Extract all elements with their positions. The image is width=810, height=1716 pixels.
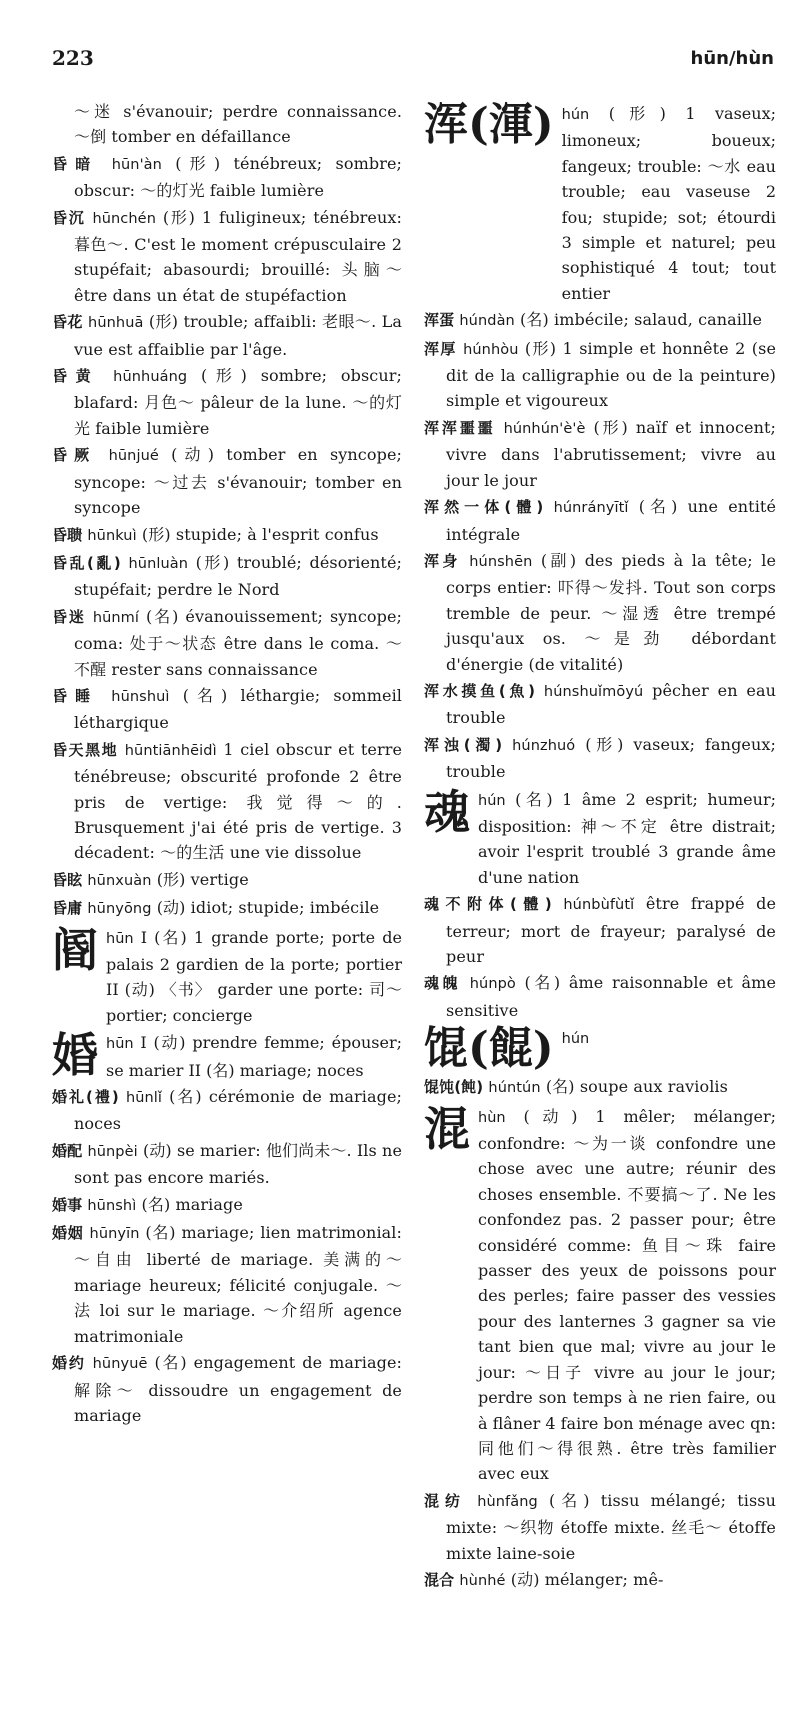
headword: 浑水摸鱼(魚) (424, 681, 536, 700)
pinyin: húnshuǐmōyú (543, 683, 644, 700)
dictionary-entry (424, 732, 776, 785)
pinyin: hūnkuì (87, 527, 137, 544)
pinyin: hūnluàn (128, 555, 189, 572)
headword: 混纺 (424, 1491, 467, 1510)
main-entry-body (478, 787, 776, 891)
main-character: 混 (424, 1101, 470, 1156)
definition-text: (形) sombre; obscur; blafard: 月色～ pâleur de la lune. ～的灯光 faible lumière (74, 366, 403, 438)
definition-text: (形) vertige (156, 869, 249, 889)
definition-text: (名) soupe aux raviolis (545, 1077, 728, 1097)
dictionary-entry (52, 1192, 402, 1219)
pinyin: hūnyuē (92, 1356, 148, 1373)
dictionary-entry (52, 309, 402, 362)
headword: 婚配 (52, 1141, 83, 1160)
page-number: 223 (52, 46, 94, 70)
main-character-entry (52, 1030, 402, 1083)
definition-text: 1 ciel obscur et terre ténébreuse; obscurité profonde 2 être pris de vertige: 我觉得～的. Brusquement j'ai été pris de vertige. 3 décadent: ～的生活 une vie dissolue (74, 739, 403, 863)
pinyin: hūnyōng (87, 901, 152, 918)
pinyin: hūnshì (87, 1197, 137, 1214)
dictionary-entry (52, 151, 402, 204)
headword: 浑浑噩噩 (424, 418, 496, 437)
definition-text: (形) naïf et innocent; vivre dans l'abrutissement; vivre au jour le jour (446, 417, 777, 490)
pinyin: hūn (106, 1036, 134, 1053)
definition-text: (动) idiot; stupide; imbécile (156, 898, 380, 918)
headword: 浑浊(濁) (424, 735, 503, 754)
definition-text: (动) tomber en syncope; syncope: ～过去 s'évanouir; tomber en syncope (74, 445, 403, 518)
pinyin: húnbùfùtǐ (563, 897, 635, 914)
headword: 昏黄 (52, 367, 100, 386)
definition-text: (名) mariage (141, 1194, 243, 1214)
pinyin: húnshēn (469, 553, 533, 570)
definition-text: (动) mélanger; mê- (510, 1569, 664, 1589)
dictionary-entry (52, 363, 402, 441)
headword: 昏睡 (52, 686, 99, 705)
definition-text: (形) 1 simple et honnête 2 (se dit de la calligraphie ou de la peinture) simple et vigoureux (446, 338, 777, 411)
definition-text: (形) 1 vaseux; limoneux; boueux; fangeux; trouble: ～水 eau trouble; eau vaseuse 2 fou; stupide; sot; étourdi 3 simple et naturel; peu sophistiqué 4 tout; tout entier (561, 104, 776, 303)
headword: 昏厥 (52, 446, 97, 465)
pinyin: húntún (488, 1080, 541, 1097)
dictionary-entry (424, 548, 776, 677)
dictionary-entry (424, 1488, 776, 1566)
definition-text: (名) léthargie; sommeil léthargique (74, 685, 403, 733)
pinyin: hūnlǐ (125, 1090, 163, 1107)
definition-text: (形) ténébreux; sombre; obscur: ～的灯光 faible lumière (74, 153, 403, 201)
dictionary-entry (52, 205, 402, 309)
headword: 昏花 (52, 313, 83, 332)
dictionary-entry (52, 1084, 402, 1137)
pinyin: hūn'àn (111, 156, 162, 173)
pinyin: húnpò (469, 976, 516, 993)
definition-text: (名) mariage; lien matrimonial: ～自由 liberté de mariage. 美满的～ mariage heureux; félicité conjugale. ～法 loi sur le mariage. ～介绍所 agence matrimoniale (74, 1223, 403, 1346)
pinyin: húnhún'è'è (503, 420, 586, 437)
main-entry-body (106, 925, 402, 1029)
pinyin: hùnfǎng (477, 1493, 538, 1510)
right-column (424, 99, 776, 1595)
definition-text: (形) stupide; à l'esprit confus (141, 524, 379, 544)
dictionary-entry (52, 604, 402, 682)
pinyin: hūnshuì (111, 688, 170, 705)
main-character-entry (424, 1101, 776, 1487)
dictionary-entry (424, 1074, 776, 1101)
headword: 魂不附体(體) (424, 895, 552, 914)
definition-text: (形) 1 fuligineux; ténébreux: 暮色～. C'est le moment crépusculaire 2 stupéfait; abasourdi; brouillé: 头脑～ être dans un état de stupéfaction (74, 207, 403, 305)
main-character-entry (424, 1025, 776, 1073)
definition-text: (名) cérémonie de mariage; noces (74, 1087, 403, 1134)
definition-text: (形) vaseux; fangeux; trouble (446, 734, 777, 782)
dictionary-entry (424, 678, 776, 731)
pinyin: hún (561, 1031, 590, 1048)
pinyin: hūnchén (92, 210, 156, 227)
definition-text: (副) des pieds à la tête; le corps entier: 吓得～发抖. Tout son corps tremble de peur. ～湿透 être trempé jusqu'aux os. ～是劲 débordant d'énergie (de vitalité) (446, 550, 777, 674)
dictionary-entry (52, 895, 402, 922)
guide-word: hūn/hùn (690, 48, 774, 69)
pinyin: hūnhuā (88, 315, 144, 332)
definition-text: (名) engagement de mariage: 解除～ dissoudre un engagement de mariage (74, 1353, 403, 1425)
definition-text: être frappé de terreur; mort de frayeur; paralysé de peur (446, 894, 777, 966)
main-character: 魂 (424, 784, 470, 839)
main-character-entry (424, 784, 776, 891)
left-column (52, 99, 402, 1429)
pinyin: hūnxuàn (87, 872, 152, 889)
definition-text: (动) se marier: 他们尚未～. Ils ne sont pas encore mariés. (74, 1140, 403, 1188)
dictionary-entry (424, 336, 776, 414)
headword: 魂魄 (424, 974, 462, 993)
pinyin: hūnpèi (87, 1143, 138, 1160)
definition-text: I (名) 1 grande porte; porte de palais 2 gardien de la porte; portier II (动) 〈书〉 garder une porte: 司～ portier; concierge (106, 927, 402, 1025)
pinyin: hūnhuáng (113, 369, 188, 386)
headword: 昏乱(亂) (52, 553, 121, 572)
main-entry-body (562, 101, 776, 306)
main-character-entry (52, 922, 402, 1029)
headword: 馄饨(飩) (424, 1078, 484, 1097)
dictionary-entry (52, 867, 402, 894)
dictionary-entry (424, 970, 776, 1023)
pinyin: hūn (106, 930, 134, 947)
dictionary-entry (52, 550, 402, 603)
headword: 混合 (424, 1570, 455, 1589)
headword: 昏天黑地 (52, 740, 119, 759)
pinyin: húnrányītǐ (553, 500, 629, 517)
definition-text: (名) imbécile; salaud, canaille (520, 310, 763, 330)
dictionary-entry (424, 891, 776, 969)
dictionary-entry (52, 1220, 402, 1349)
main-entry-body (106, 1030, 402, 1083)
dictionary-entry (424, 415, 776, 493)
headword: 昏眩 (52, 870, 83, 889)
page-header (0, 46, 810, 76)
pinyin: húndàn (459, 313, 515, 330)
pinyin: hūnyīn (89, 1226, 140, 1243)
dictionary-entry (52, 1350, 402, 1428)
headword: 昏庸 (52, 899, 83, 918)
headword: 婚事 (52, 1195, 83, 1214)
definition-text: (名) 1 âme 2 esprit; humeur; disposition: 神～不定 être distrait; avoir l'esprit troublé 3 grande âme d'une nation (478, 789, 776, 887)
headword: 昏聩 (52, 525, 83, 544)
definition-text: (动) 1 mêler; mélanger; confondre: ～为一谈 confondre une chose avec une autre; réunir des choses ensemble. 不要搞～了. Ne les confondez pas. 2 passer pour; être considéré comme: 鱼目～珠 faire passer des yeux de poissons pour des perles; faire passer des vessies pour des lanternes 3 gagner sa vie tant bien que mal; vivre au jour le jour: ～日子 vivre au jour le jour; perdre son temps à ne rien faire, ou à flâner 4 faire bon ménage avec qn: 同他们～得很熟. être très familier avec eux (478, 1106, 776, 1484)
main-character-entry (424, 101, 776, 306)
dictionary-entry (52, 442, 402, 520)
definition-text: (名) une entité intégrale (446, 497, 777, 544)
definition-text: ～迷 s'évanouir; perdre connaissance. ～倒 tomber en défaillance (74, 102, 402, 147)
pinyin: hún (561, 107, 590, 123)
main-entry-body (562, 1025, 776, 1052)
dictionary-entry (424, 307, 776, 334)
headword: 昏沉 (52, 208, 86, 227)
dictionary-entry (52, 737, 402, 866)
pinyin: hùnhé (459, 1572, 506, 1589)
headword: 浑然一体(體) (424, 498, 544, 517)
main-character: 浑(渾) (424, 99, 554, 150)
pinyin: hūnmí (92, 609, 140, 626)
headword: 昏暗 (52, 154, 99, 173)
pinyin: húnzhuó (512, 737, 576, 754)
headword: 浑蛋 (424, 311, 455, 330)
pinyin: húnhòu (463, 341, 519, 358)
headword: 浑厚 (424, 339, 457, 358)
main-character: 阍 (52, 922, 98, 977)
pinyin: hūntiānhēidì (124, 742, 217, 759)
pinyin: hūnjué (108, 448, 159, 465)
headword: 婚礼(禮) (52, 1088, 119, 1107)
definition-text: (形) trouble; affaibli: 老眼～. La vue est affaiblie par l'âge. (74, 312, 403, 359)
definition-text: (名) âme raisonnable et âme sensitive (446, 973, 777, 1020)
main-entry-body (478, 1104, 776, 1487)
definition-text: (名) évanouissement; syncope; coma: 处于～状态 être dans le coma. ～不醒 rester sans connaissance (74, 606, 403, 679)
dictionary-entry (52, 1138, 402, 1191)
dictionary-entry (52, 522, 402, 549)
definition-text: pêcher en eau trouble (446, 680, 777, 728)
pinyin: hún (478, 792, 506, 809)
main-character: 婚 (52, 1028, 98, 1083)
dictionary-entry (52, 683, 402, 736)
entry-continuation (52, 99, 402, 150)
dictionary-entry (424, 494, 776, 547)
headword: 婚约 (52, 1354, 86, 1373)
definition-text: (名) tissu mélangé; tissu mixte: ～织物 étoffe mixte. 丝毛～ étoffe mixte laine-soie (446, 1490, 777, 1563)
headword: 婚姻 (52, 1224, 84, 1243)
main-character: 馄(餛) (424, 1023, 554, 1075)
headword: 浑身 (424, 551, 461, 570)
definition-text: (形) troublé; désorienté; stupéfait; perdre le Nord (74, 552, 403, 600)
dictionary-entry (424, 1567, 776, 1594)
pinyin: hùn (478, 1109, 506, 1126)
headword: 昏迷 (52, 607, 86, 626)
definition-text: I (动) prendre femme; épouser; se marier II (名) mariage; noces (106, 1033, 402, 1080)
